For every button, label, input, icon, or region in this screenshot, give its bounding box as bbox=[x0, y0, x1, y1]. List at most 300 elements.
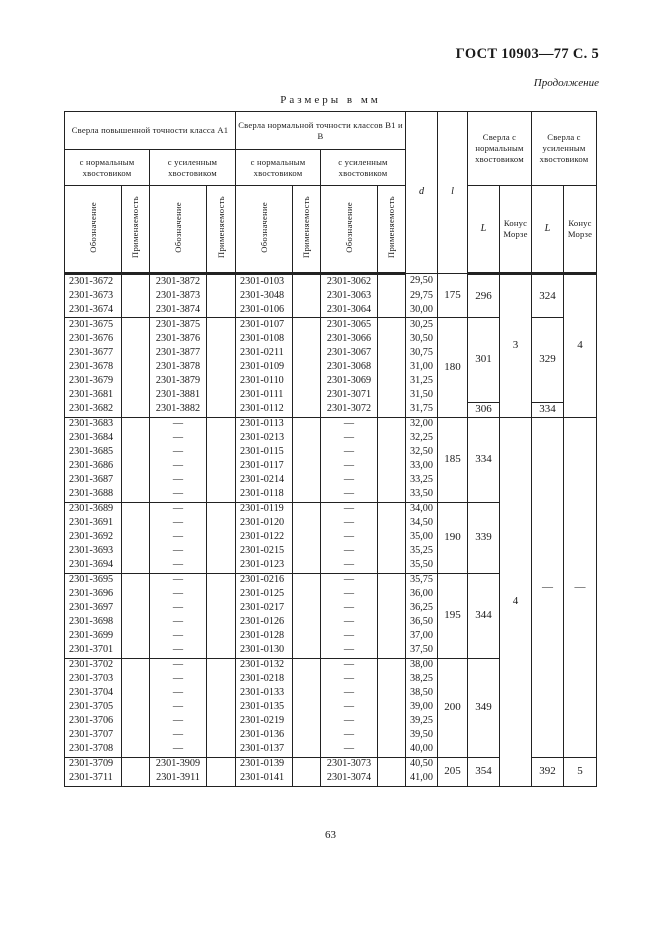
b1b-normal-applicability bbox=[293, 559, 321, 574]
b1b-reinforced-applicability bbox=[378, 658, 406, 673]
a1-normal-designation: 2301-3684 bbox=[65, 432, 122, 446]
a1-normal-applicability bbox=[122, 673, 150, 687]
a1-normal-designation: 2301-3687 bbox=[65, 474, 122, 488]
a1-normal-designation: 2301-3705 bbox=[65, 701, 122, 715]
b1b-normal-designation: 2301-0216 bbox=[236, 573, 293, 588]
a1-reinforced-designation: — bbox=[150, 630, 207, 644]
b1b-reinforced-applicability bbox=[378, 388, 406, 402]
a1-normal-designation: 2301-3697 bbox=[65, 602, 122, 616]
b1b-normal-applicability bbox=[293, 573, 321, 588]
a1-normal-designation: 2301-3692 bbox=[65, 531, 122, 545]
b1b-reinforced-applicability bbox=[378, 488, 406, 503]
a1-reinforced-applicability bbox=[207, 559, 236, 574]
length-l-cell: 185 bbox=[438, 417, 468, 502]
b1b-normal-designation: 2301-0137 bbox=[236, 743, 293, 758]
b1b-normal-applicability bbox=[293, 630, 321, 644]
b1b-reinforced-applicability bbox=[378, 346, 406, 360]
a1-reinforced-applicability bbox=[207, 616, 236, 630]
length-L-normal-cell: 301 bbox=[468, 318, 500, 403]
a1-reinforced-designation: 2301-3879 bbox=[150, 374, 207, 388]
b1b-normal-designation: 2301-0132 bbox=[236, 658, 293, 673]
a1-normal-applicability bbox=[122, 502, 150, 517]
a1-normal-designation: 2301-3698 bbox=[65, 616, 122, 630]
b1b-normal-designation: 2301-0213 bbox=[236, 432, 293, 446]
a1-normal-designation: 2301-3704 bbox=[65, 687, 122, 701]
a1-normal-applicability bbox=[122, 474, 150, 488]
a1-reinforced-designation: — bbox=[150, 616, 207, 630]
a1-reinforced-applicability bbox=[207, 417, 236, 432]
a1-normal-designation: 2301-3689 bbox=[65, 502, 122, 517]
b1b-normal-applicability bbox=[293, 673, 321, 687]
b1b-reinforced-designation: — bbox=[321, 432, 378, 446]
col-applicability-header: Применяемость bbox=[301, 196, 312, 259]
a1-reinforced-designation: — bbox=[150, 417, 207, 432]
a1-reinforced-designation: — bbox=[150, 502, 207, 517]
diameter-d: 35,00 bbox=[406, 531, 438, 545]
col-designation-header: Обозначение bbox=[87, 202, 98, 253]
a1-reinforced-applicability bbox=[207, 743, 236, 758]
a1-normal-applicability bbox=[122, 460, 150, 474]
col-applicability-header: Применяемость bbox=[130, 196, 141, 259]
diameter-d: 37,50 bbox=[406, 644, 438, 659]
b1b-reinforced-applicability bbox=[378, 559, 406, 574]
b1b-reinforced-applicability bbox=[378, 743, 406, 758]
b1b-reinforced-designation: — bbox=[321, 460, 378, 474]
col-l-header: l bbox=[438, 112, 468, 274]
a1-normal-designation: 2301-3695 bbox=[65, 573, 122, 588]
b1b-reinforced-designation: 2301-3065 bbox=[321, 318, 378, 333]
b1b-reinforced-designation: — bbox=[321, 687, 378, 701]
b1b-normal-designation: 2301-0214 bbox=[236, 474, 293, 488]
a1-normal-applicability bbox=[122, 559, 150, 574]
diameter-d: 29,75 bbox=[406, 289, 438, 303]
b1b-reinforced-designation: 2301-3063 bbox=[321, 289, 378, 303]
a1-normal-designation: 2301-3675 bbox=[65, 318, 122, 333]
b1b-normal-applicability bbox=[293, 417, 321, 432]
b1b-reinforced-designation: — bbox=[321, 673, 378, 687]
b1b-reinforced-designation: — bbox=[321, 545, 378, 559]
b1b-reinforced-designation: 2301-3066 bbox=[321, 332, 378, 346]
continuation-label: Продолжение bbox=[533, 77, 599, 89]
col-designation-header: Обозначение bbox=[172, 202, 183, 253]
b1b-reinforced-designation: — bbox=[321, 559, 378, 574]
diameter-d: 30,00 bbox=[406, 303, 438, 318]
a1-reinforced-applicability bbox=[207, 388, 236, 402]
morse-reinforced-cell: — bbox=[564, 417, 597, 757]
diameter-d: 33,25 bbox=[406, 474, 438, 488]
b1b-reinforced-applicability bbox=[378, 274, 406, 290]
b1b-reinforced-applicability bbox=[378, 303, 406, 318]
b1b-normal-designation: 2301-0215 bbox=[236, 545, 293, 559]
b1b-reinforced-applicability bbox=[378, 318, 406, 333]
a1-reinforced-designation: 2301-3878 bbox=[150, 360, 207, 374]
a1-reinforced-applicability bbox=[207, 374, 236, 388]
b1b-normal-designation: 2301-0135 bbox=[236, 701, 293, 715]
b1b-normal-applicability bbox=[293, 502, 321, 517]
a1-normal-applicability bbox=[122, 743, 150, 758]
a1-reinforced-designation: — bbox=[150, 573, 207, 588]
a1-reinforced-applicability bbox=[207, 502, 236, 517]
a1-reinforced-designation: 2301-3874 bbox=[150, 303, 207, 318]
diameter-d: 31,75 bbox=[406, 402, 438, 417]
diameter-d: 38,00 bbox=[406, 658, 438, 673]
a1-reinforced-applicability bbox=[207, 303, 236, 318]
length-L-normal-cell: 349 bbox=[468, 658, 500, 757]
a1-reinforced-designation: — bbox=[150, 729, 207, 743]
b1b-normal-applicability bbox=[293, 318, 321, 333]
a1-normal-designation: 2301-3676 bbox=[65, 332, 122, 346]
b1b-reinforced-applicability bbox=[378, 616, 406, 630]
a1-normal-applicability bbox=[122, 432, 150, 446]
a1-reinforced-designation: — bbox=[150, 588, 207, 602]
a1-reinforced-designation: — bbox=[150, 517, 207, 531]
length-l-cell: 200 bbox=[438, 658, 468, 757]
length-L-normal-cell: 296 bbox=[468, 274, 500, 318]
b1b-normal-applicability bbox=[293, 644, 321, 659]
a1-reinforced-applicability bbox=[207, 460, 236, 474]
a1-normal-designation: 2301-3702 bbox=[65, 658, 122, 673]
b1b-reinforced-designation: — bbox=[321, 602, 378, 616]
diameter-d: 41,00 bbox=[406, 772, 438, 787]
a1-normal-applicability bbox=[122, 573, 150, 588]
diameter-d: 32,25 bbox=[406, 432, 438, 446]
a1-reinforced-designation: — bbox=[150, 545, 207, 559]
diameter-d: 32,00 bbox=[406, 417, 438, 432]
col-designation-header: Обозначение bbox=[343, 202, 354, 253]
b1b-reinforced-designation: — bbox=[321, 502, 378, 517]
a1-reinforced-applicability bbox=[207, 701, 236, 715]
a1-normal-designation: 2301-3686 bbox=[65, 460, 122, 474]
a1-normal-applicability bbox=[122, 602, 150, 616]
b1b-normal-applicability bbox=[293, 531, 321, 545]
b1b-normal-designation: 2301-0117 bbox=[236, 460, 293, 474]
a1-normal-designation: 2301-3699 bbox=[65, 630, 122, 644]
b1b-reinforced-applicability bbox=[378, 460, 406, 474]
b1b-reinforced-designation: — bbox=[321, 517, 378, 531]
a1-reinforced-applicability bbox=[207, 757, 236, 772]
b1b-normal-applicability bbox=[293, 658, 321, 673]
subgroup-b1b-normal: с нормальным хвостовиком bbox=[236, 150, 321, 186]
b1b-normal-applicability bbox=[293, 715, 321, 729]
b1b-reinforced-designation: — bbox=[321, 715, 378, 729]
a1-reinforced-applicability bbox=[207, 517, 236, 531]
b1b-normal-designation: 2301-0219 bbox=[236, 715, 293, 729]
a1-normal-applicability bbox=[122, 588, 150, 602]
length-l-cell: 180 bbox=[438, 318, 468, 418]
b1b-reinforced-designation: 2301-3064 bbox=[321, 303, 378, 318]
morse-normal-cell: 4 bbox=[500, 417, 532, 786]
b1b-normal-designation: 2301-0107 bbox=[236, 318, 293, 333]
a1-normal-applicability bbox=[122, 517, 150, 531]
diameter-d: 33,00 bbox=[406, 460, 438, 474]
a1-normal-designation: 2301-3685 bbox=[65, 446, 122, 460]
b1b-reinforced-applicability bbox=[378, 673, 406, 687]
a1-reinforced-applicability bbox=[207, 715, 236, 729]
b1b-reinforced-applicability bbox=[378, 374, 406, 388]
b1b-normal-applicability bbox=[293, 757, 321, 772]
b1b-normal-designation: 2301-0130 bbox=[236, 644, 293, 659]
b1b-reinforced-applicability bbox=[378, 729, 406, 743]
b1b-normal-designation: 2301-0115 bbox=[236, 446, 293, 460]
b1b-reinforced-designation: — bbox=[321, 417, 378, 432]
a1-normal-designation: 2301-3678 bbox=[65, 360, 122, 374]
b1b-reinforced-designation: — bbox=[321, 588, 378, 602]
a1-normal-applicability bbox=[122, 417, 150, 432]
diameter-d: 38,25 bbox=[406, 673, 438, 687]
a1-normal-applicability bbox=[122, 303, 150, 318]
length-L-reinforced-cell: — bbox=[532, 417, 564, 757]
length-L-reinforced-cell: 324 bbox=[532, 274, 564, 318]
diameter-d: 35,25 bbox=[406, 545, 438, 559]
morse-reinforced-cell: 4 bbox=[564, 274, 597, 418]
b1b-normal-applicability bbox=[293, 588, 321, 602]
a1-normal-applicability bbox=[122, 531, 150, 545]
b1b-reinforced-applicability bbox=[378, 772, 406, 787]
a1-normal-applicability bbox=[122, 630, 150, 644]
col-designation-header: Обозначение bbox=[258, 202, 269, 253]
length-l-cell: 190 bbox=[438, 502, 468, 573]
b1b-reinforced-designation: — bbox=[321, 701, 378, 715]
b1b-reinforced-designation: — bbox=[321, 474, 378, 488]
a1-reinforced-designation: 2301-3875 bbox=[150, 318, 207, 333]
a1-reinforced-designation: — bbox=[150, 432, 207, 446]
a1-normal-designation: 2301-3706 bbox=[65, 715, 122, 729]
a1-reinforced-applicability bbox=[207, 318, 236, 333]
a1-reinforced-designation: — bbox=[150, 488, 207, 503]
b1b-reinforced-designation: — bbox=[321, 573, 378, 588]
a1-normal-applicability bbox=[122, 318, 150, 333]
a1-reinforced-designation: 2301-3909 bbox=[150, 757, 207, 772]
b1b-reinforced-designation: — bbox=[321, 616, 378, 630]
b1b-reinforced-applicability bbox=[378, 545, 406, 559]
b1b-normal-designation: 2301-0123 bbox=[236, 559, 293, 574]
a1-reinforced-applicability bbox=[207, 630, 236, 644]
b1b-reinforced-designation: 2301-3062 bbox=[321, 274, 378, 290]
b1b-normal-designation: 2301-0120 bbox=[236, 517, 293, 531]
a1-reinforced-applicability bbox=[207, 687, 236, 701]
page-number: 63 bbox=[325, 829, 336, 841]
length-L-normal-cell: 354 bbox=[468, 757, 500, 786]
b1b-normal-applicability bbox=[293, 545, 321, 559]
b1b-reinforced-applicability bbox=[378, 402, 406, 417]
a1-reinforced-applicability bbox=[207, 474, 236, 488]
a1-reinforced-applicability bbox=[207, 346, 236, 360]
length-L-reinforced-cell: 329 bbox=[532, 318, 564, 403]
b1b-normal-designation: 2301-0122 bbox=[236, 531, 293, 545]
diameter-d: 30,75 bbox=[406, 346, 438, 360]
b1b-normal-applicability bbox=[293, 517, 321, 531]
diameter-d: 37,00 bbox=[406, 630, 438, 644]
b1b-normal-designation: 2301-3048 bbox=[236, 289, 293, 303]
b1b-reinforced-designation: 2301-3071 bbox=[321, 388, 378, 402]
diameter-d: 33,50 bbox=[406, 488, 438, 503]
a1-reinforced-applicability bbox=[207, 673, 236, 687]
diameter-d: 35,50 bbox=[406, 559, 438, 574]
a1-reinforced-applicability bbox=[207, 274, 236, 290]
a1-reinforced-applicability bbox=[207, 332, 236, 346]
b1b-normal-applicability bbox=[293, 488, 321, 503]
a1-normal-designation: 2301-3708 bbox=[65, 743, 122, 758]
diameter-d: 31,25 bbox=[406, 374, 438, 388]
a1-reinforced-designation: — bbox=[150, 701, 207, 715]
b1b-reinforced-applicability bbox=[378, 757, 406, 772]
b1b-normal-designation: 2301-0211 bbox=[236, 346, 293, 360]
b1b-reinforced-applicability bbox=[378, 602, 406, 616]
a1-reinforced-designation: — bbox=[150, 460, 207, 474]
table-row bbox=[65, 417, 597, 432]
length-L-normal-cell: 334 bbox=[468, 417, 500, 502]
b1b-reinforced-applicability bbox=[378, 289, 406, 303]
b1b-normal-designation: 2301-0126 bbox=[236, 616, 293, 630]
a1-reinforced-designation: 2301-3881 bbox=[150, 388, 207, 402]
b1b-reinforced-designation: — bbox=[321, 743, 378, 758]
b1b-normal-applicability bbox=[293, 743, 321, 758]
b1b-reinforced-designation: — bbox=[321, 658, 378, 673]
a1-reinforced-applicability bbox=[207, 602, 236, 616]
diameter-d: 29,50 bbox=[406, 274, 438, 290]
a1-normal-designation: 2301-3693 bbox=[65, 545, 122, 559]
b1b-reinforced-designation: — bbox=[321, 488, 378, 503]
b1b-normal-applicability bbox=[293, 701, 321, 715]
b1b-reinforced-applicability bbox=[378, 474, 406, 488]
b1b-normal-applicability bbox=[293, 289, 321, 303]
a1-normal-designation: 2301-3674 bbox=[65, 303, 122, 318]
dimensions-caption: Размеры в мм bbox=[280, 94, 381, 106]
b1b-reinforced-designation: — bbox=[321, 729, 378, 743]
b1b-reinforced-applicability bbox=[378, 573, 406, 588]
morse-reinforced-cell: 5 bbox=[564, 757, 597, 786]
a1-normal-designation: 2301-3694 bbox=[65, 559, 122, 574]
a1-reinforced-applicability bbox=[207, 488, 236, 503]
col-d-header: d bbox=[406, 112, 438, 274]
b1b-reinforced-designation: 2301-3073 bbox=[321, 757, 378, 772]
b1b-reinforced-applicability bbox=[378, 360, 406, 374]
a1-reinforced-applicability bbox=[207, 658, 236, 673]
a1-reinforced-designation: — bbox=[150, 715, 207, 729]
a1-normal-applicability bbox=[122, 332, 150, 346]
subgroup-b1b-reinforced: с усиленным хвостовиком bbox=[321, 150, 406, 186]
b1b-normal-applicability bbox=[293, 460, 321, 474]
diameter-d: 36,50 bbox=[406, 616, 438, 630]
b1b-normal-applicability bbox=[293, 360, 321, 374]
col-applicability-header: Применяемость bbox=[386, 196, 397, 259]
a1-normal-designation: 2301-3709 bbox=[65, 757, 122, 772]
a1-reinforced-designation: 2301-3882 bbox=[150, 402, 207, 417]
b1b-normal-applicability bbox=[293, 446, 321, 460]
a1-reinforced-designation: — bbox=[150, 644, 207, 659]
b1b-normal-applicability bbox=[293, 729, 321, 743]
a1-reinforced-applicability bbox=[207, 573, 236, 588]
a1-normal-designation: 2301-3673 bbox=[65, 289, 122, 303]
length-l-cell: 195 bbox=[438, 573, 468, 658]
b1b-normal-designation: 2301-0136 bbox=[236, 729, 293, 743]
a1-reinforced-designation: 2301-3876 bbox=[150, 332, 207, 346]
a1-reinforced-applicability bbox=[207, 772, 236, 787]
a1-reinforced-designation: — bbox=[150, 602, 207, 616]
a1-normal-applicability bbox=[122, 374, 150, 388]
b1b-reinforced-designation: — bbox=[321, 446, 378, 460]
b1b-normal-applicability bbox=[293, 602, 321, 616]
b1b-normal-applicability bbox=[293, 474, 321, 488]
a1-normal-designation: 2301-3691 bbox=[65, 517, 122, 531]
b1b-normal-applicability bbox=[293, 274, 321, 290]
a1-normal-applicability bbox=[122, 545, 150, 559]
a1-reinforced-designation: — bbox=[150, 687, 207, 701]
table-row bbox=[65, 274, 597, 290]
b1b-normal-applicability bbox=[293, 432, 321, 446]
b1b-normal-applicability bbox=[293, 332, 321, 346]
col-L-normal-header: L bbox=[468, 186, 500, 274]
b1b-reinforced-applicability bbox=[378, 517, 406, 531]
a1-reinforced-applicability bbox=[207, 531, 236, 545]
a1-normal-applicability bbox=[122, 488, 150, 503]
a1-reinforced-designation: 2301-3911 bbox=[150, 772, 207, 787]
diameter-d: 35,75 bbox=[406, 573, 438, 588]
a1-reinforced-designation: — bbox=[150, 743, 207, 758]
b1b-normal-applicability bbox=[293, 687, 321, 701]
a1-reinforced-designation: — bbox=[150, 446, 207, 460]
b1b-reinforced-applicability bbox=[378, 332, 406, 346]
subgroup-a1-normal: с нормальным хвостовиком bbox=[65, 150, 150, 186]
b1b-normal-applicability bbox=[293, 402, 321, 417]
diameter-d: 30,25 bbox=[406, 318, 438, 333]
length-L-reinforced-cell: 334 bbox=[532, 402, 564, 417]
col-morse-normal-header: Конус Морзе bbox=[500, 186, 532, 274]
a1-normal-applicability bbox=[122, 360, 150, 374]
length-L-normal-cell: 339 bbox=[468, 502, 500, 573]
diameter-d: 40,50 bbox=[406, 757, 438, 772]
subgroup-a1-reinforced: с усиленным хвостовиком bbox=[150, 150, 236, 186]
group-a1-header: Сверла повышенной точности класса А1 bbox=[65, 112, 236, 150]
b1b-normal-designation: 2301-0218 bbox=[236, 673, 293, 687]
a1-reinforced-designation: — bbox=[150, 673, 207, 687]
a1-normal-designation: 2301-3672 bbox=[65, 274, 122, 290]
a1-normal-designation: 2301-3703 bbox=[65, 673, 122, 687]
diameter-d: 30,50 bbox=[406, 332, 438, 346]
a1-normal-designation: 2301-3701 bbox=[65, 644, 122, 659]
b1b-normal-designation: 2301-0125 bbox=[236, 588, 293, 602]
b1b-reinforced-designation: — bbox=[321, 644, 378, 659]
b1b-reinforced-designation: — bbox=[321, 630, 378, 644]
group-normal-shank-header: Сверла с нормальным хвостовиком bbox=[468, 112, 532, 186]
a1-normal-applicability bbox=[122, 402, 150, 417]
b1b-reinforced-designation: 2301-3067 bbox=[321, 346, 378, 360]
b1b-reinforced-designation: 2301-3072 bbox=[321, 402, 378, 417]
b1b-reinforced-designation: 2301-3074 bbox=[321, 772, 378, 787]
b1b-normal-designation: 2301-0110 bbox=[236, 374, 293, 388]
b1b-normal-applicability bbox=[293, 374, 321, 388]
b1b-normal-designation: 2301-0112 bbox=[236, 402, 293, 417]
a1-reinforced-applicability bbox=[207, 289, 236, 303]
b1b-normal-designation: 2301-0118 bbox=[236, 488, 293, 503]
b1b-reinforced-designation: 2301-3069 bbox=[321, 374, 378, 388]
a1-normal-applicability bbox=[122, 388, 150, 402]
length-L-reinforced-cell: 392 bbox=[532, 757, 564, 786]
a1-normal-designation: 2301-3696 bbox=[65, 588, 122, 602]
a1-normal-designation: 2301-3711 bbox=[65, 772, 122, 787]
b1b-normal-designation: 2301-0133 bbox=[236, 687, 293, 701]
a1-normal-designation: 2301-3688 bbox=[65, 488, 122, 503]
b1b-normal-designation: 2301-0106 bbox=[236, 303, 293, 318]
a1-reinforced-designation: 2301-3872 bbox=[150, 274, 207, 290]
a1-reinforced-applicability bbox=[207, 729, 236, 743]
a1-reinforced-designation: — bbox=[150, 559, 207, 574]
a1-normal-applicability bbox=[122, 729, 150, 743]
a1-normal-applicability bbox=[122, 289, 150, 303]
b1b-reinforced-applicability bbox=[378, 432, 406, 446]
a1-normal-designation: 2301-3683 bbox=[65, 417, 122, 432]
b1b-normal-designation: 2301-0139 bbox=[236, 757, 293, 772]
